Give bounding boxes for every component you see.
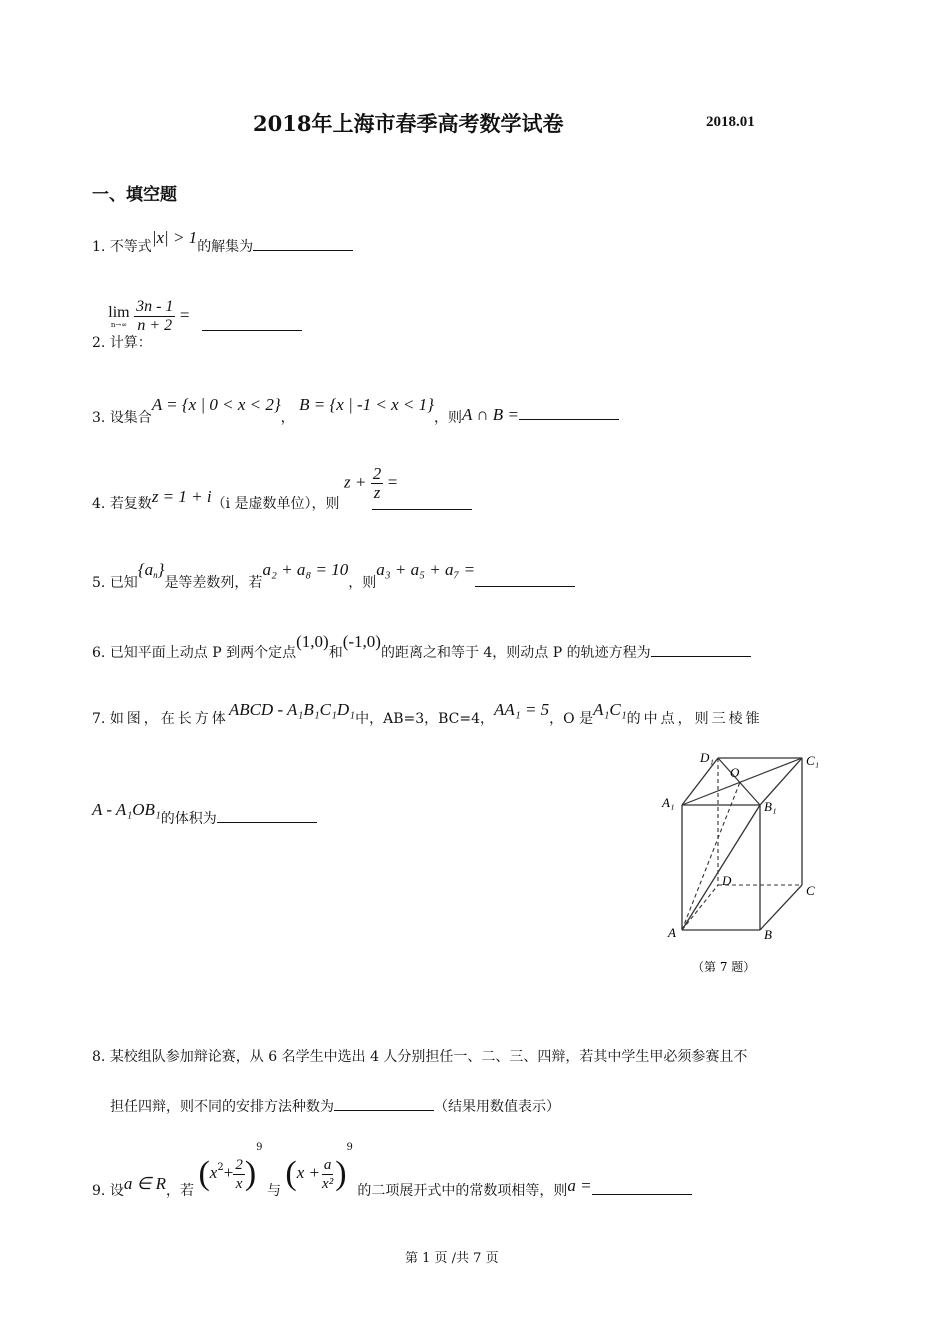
question-text: 若复数: [109, 496, 152, 512]
question-text: 某校组队参加辩论赛，从 6 名学生中选出 4 人分别担任一、二、三、四辩，若其中学生甲必须参赛且不: [109, 1049, 748, 1065]
question-text: 担任四辩，则不同的安排方法种数为: [110, 1099, 334, 1115]
question-text: 的距离之和等于 4，则动点 P 的轨迹方程为: [380, 645, 651, 661]
question-text: 设集合: [109, 410, 152, 426]
question-5: [92, 560, 575, 591]
question-text: ，O 是: [549, 711, 594, 727]
plus-sign: +: [223, 1163, 234, 1182]
question-text: 已知: [109, 575, 138, 591]
fraction-numerator: a: [323, 1156, 332, 1173]
question-6: [92, 632, 751, 661]
fraction-numerator: 2: [235, 1156, 243, 1173]
answer-blank: [334, 1096, 434, 1111]
cuboid-figure: [660, 745, 830, 985]
answer-blank: [475, 572, 575, 587]
fraction-denominator: z: [373, 483, 381, 502]
answer-blank: [217, 808, 317, 823]
question-8: [92, 1046, 747, 1066]
question-8-line-2: [110, 1096, 560, 1116]
edge-length: AA₁ = 5: [494, 700, 550, 719]
question-7-line-2: [92, 800, 317, 827]
question-text: 和: [328, 645, 343, 661]
question-2: [92, 298, 342, 351]
question-number: 2.: [92, 334, 106, 351]
question-text: ，若: [166, 1183, 195, 1199]
question-note: （结果用数值表示）: [434, 1099, 560, 1115]
equals-sign: =: [179, 305, 190, 325]
pyramid-notation: A - A₁OB₁: [92, 800, 161, 819]
edge-b1c1: [760, 758, 802, 805]
edge-bc: [760, 885, 802, 930]
figure-caption: （第 7 题）: [692, 960, 756, 974]
power: 9: [256, 1142, 263, 1153]
cuboid-diagram: [660, 745, 830, 985]
binomial-base: x: [209, 1163, 218, 1182]
set-a: A = {x | 0 < x < 2}: [151, 395, 281, 414]
answer-expression: a =: [567, 1176, 592, 1195]
label-o: O: [730, 765, 740, 780]
question-number: 5.: [92, 575, 106, 591]
answer-blank: [651, 642, 751, 657]
page-footer: 第 1 页 /共 7 页: [405, 1251, 499, 1266]
edge-ab1: [682, 805, 760, 930]
question-4: [92, 464, 502, 512]
answer-blank: [592, 1180, 692, 1195]
question-text: （i 是虚数单位），则: [211, 496, 340, 512]
question-3: [92, 395, 619, 426]
question-number: 8.: [92, 1049, 106, 1065]
question-number: 3.: [92, 410, 106, 426]
question-number: 4.: [92, 496, 106, 512]
cuboid-notation: ABCD - A₁B₁C₁D₁: [228, 700, 356, 719]
question-1: [92, 228, 353, 256]
sequence-notation: [138, 560, 165, 579]
sum-expression: a₃ + a₅ + a₇ =: [376, 560, 476, 579]
question-text: 计算：: [109, 334, 152, 351]
label-d1: D₁: [700, 750, 714, 765]
binomial-2: (x + $\frac{a}{\text{x²}}$ )$^9$: [285, 1142, 353, 1192]
fraction-denominator: x: [235, 1175, 243, 1192]
lim-subscript: n→∞: [110, 321, 128, 329]
binomial-base: x +: [296, 1163, 321, 1182]
answer-blank: [372, 495, 472, 510]
label-c1: C₁: [806, 753, 820, 768]
power: 9: [346, 1142, 353, 1153]
point-2: (-1,0): [342, 632, 381, 651]
exam-date: 2018.01: [706, 114, 755, 130]
fraction-numerator: 3n - 1: [136, 298, 174, 315]
answer-blank: [202, 316, 302, 331]
punctuation: ，: [280, 410, 295, 426]
label-c: C: [806, 883, 815, 898]
question-text: 是等差数列，若: [164, 575, 263, 591]
set-b: B = {x | -1 < x < 1}: [299, 395, 434, 414]
binomial-1: ($x^2+$ $\frac{2}{x}$ )$^9$: [198, 1142, 263, 1192]
label-b: B: [764, 927, 772, 942]
question-number: 7.: [92, 711, 106, 727]
subscript: n: [153, 570, 158, 580]
question-text: ，则: [433, 410, 462, 426]
question-text: 已知平面上动点 P 到两个定点: [109, 645, 297, 661]
exponent: 2: [217, 1162, 224, 1173]
question-text: 设: [109, 1183, 124, 1199]
edge-ao: [682, 782, 740, 930]
label-b1: B₁: [764, 799, 777, 814]
lim-operator: lim: [108, 304, 130, 321]
complex-number: z = 1 + i: [151, 487, 212, 506]
question-9: [92, 1140, 692, 1199]
intersection-expression: A ∩ B =: [461, 405, 519, 424]
math-expression: |x| > 1: [151, 228, 198, 247]
question-text: 与: [266, 1183, 281, 1199]
question-number: 6.: [92, 645, 106, 661]
question-number: 1.: [92, 239, 106, 255]
question-text: 的体积为: [160, 811, 217, 827]
answer-blank: [519, 405, 619, 420]
answer-blank: [253, 236, 353, 251]
equals-sign: =: [387, 472, 398, 492]
fraction-denominator: n + 2: [137, 317, 173, 334]
expression-lhs: z +: [344, 472, 367, 492]
question-text: 的二项展开式中的常数项相等，则: [357, 1183, 568, 1199]
point-1: (1,0): [296, 632, 329, 651]
fraction-numerator: 2: [372, 464, 382, 483]
sequence-condition: a₂ + a₈ = 10: [262, 560, 349, 579]
question-text: ，则: [348, 575, 377, 591]
fraction-denominator: x²: [322, 1175, 334, 1192]
question-text: 不等式: [109, 239, 152, 255]
question-text: 如图，在长方体: [109, 711, 229, 727]
sequence-term: {a: [137, 560, 154, 579]
page-title: 2018年上海市春季高考数学试卷: [253, 111, 564, 136]
question-7: [92, 700, 763, 727]
question-text: 的中点，则三棱锥: [626, 711, 763, 727]
section-heading: 一、填空题: [92, 185, 177, 205]
edge-ad: [682, 885, 718, 930]
brace: }: [157, 560, 165, 579]
label-d: D: [722, 873, 732, 888]
question-text: 的解集为: [197, 239, 254, 255]
segment-notation: A₁C₁: [593, 700, 627, 719]
question-text: 中，AB=3，BC=4，: [355, 711, 495, 727]
question-number: 9.: [92, 1183, 106, 1199]
limit-expression: [108, 298, 189, 335]
label-a1: A₁: [662, 795, 675, 810]
condition: a ∈ R: [123, 1174, 167, 1193]
label-a: A: [668, 925, 676, 940]
